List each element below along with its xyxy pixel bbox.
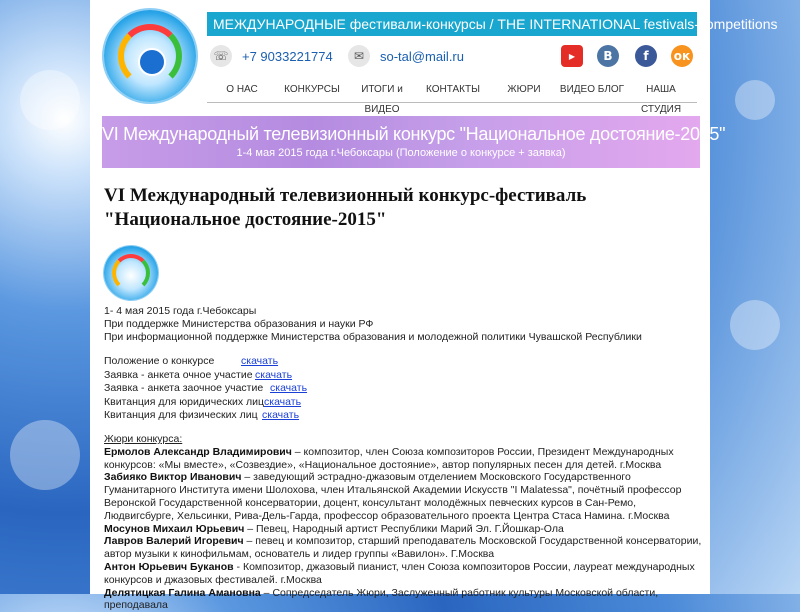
jury-heading: Жюри конкурса: — [104, 433, 183, 445]
jury-name: Мосунов Михаил Юрьевич — [104, 522, 245, 535]
mail-icon: ✉ — [348, 45, 370, 67]
doc-label: Заявка - анкета заочное участие — [104, 382, 264, 394]
nav-item-jury[interactable]: ЖЮРИ — [507, 84, 541, 95]
download-link[interactable]: скачать — [241, 355, 279, 367]
download-link[interactable]: скачать — [262, 409, 300, 421]
list-item — [104, 355, 307, 369]
bokeh-light — [10, 420, 80, 490]
youtube-icon[interactable]: ▶ — [561, 45, 583, 67]
phone-contact — [210, 45, 333, 67]
jury-desc: – Певец, Народный артист Республики Марий Эл. Г.Йошкар-Ола — [244, 522, 564, 535]
jury-member — [104, 561, 702, 587]
jury-member — [104, 587, 702, 612]
contest-banner[interactable] — [102, 116, 726, 168]
jury-desc: – певец и композитор, старший преподаватель Московской Государственной консерватории, автор музыки к кинофильмам, основатель и лидер группы «Вавилон». Г.Москва — [104, 535, 702, 561]
nav-item-results-video[interactable]: ИТОГИ и ВИДЕО — [361, 84, 403, 115]
nav-item-video-blog[interactable]: ВИДЕО БЛОГ — [559, 84, 625, 95]
banner-subtitle: 1-4 мая 2015 года г.Чебоксары (Положение о конкурсе + заявка) — [236, 147, 566, 159]
jury-desc: – композитор, член Союза композиторов России, Президент Международных конкурсов: «Мы вместе», «Созвездие», «Национальное достояние», автор популярных песен для детей. г.Москва — [104, 445, 674, 471]
jury-desc: – заведующий эстрадно-джазовым отделением Московского Государственного Гуманитарного Института имени Шолохова, член Итальянской Академии Искусств "I Malatessa", почётный профессор Веронской Государственной консерватории, доцент, консультант молодёжных певческих курсов в Сан-Ремо, Людвигсбурге, Хельсинки, Рива-Дель-Гарда, профессор образовательного проекта Центра Стаса Намина. г.Москва — [104, 471, 682, 522]
nav-item-our-studio[interactable]: НАША СТУДИЯ — [640, 84, 682, 115]
vk-icon[interactable]: B — [597, 45, 619, 67]
documents-list — [104, 355, 307, 423]
phone-number: +7 9033221774 — [242, 48, 333, 64]
list-item — [104, 409, 307, 423]
doc-label: Заявка - анкета очное участие — [104, 368, 253, 381]
jury-member — [104, 523, 702, 536]
doc-label: Квитанция для физических лиц — [104, 409, 258, 421]
doc-label: Положение о конкурсе — [104, 355, 215, 367]
jury-name: Лавров Валерий Игоревич — [104, 535, 244, 548]
jury-member — [104, 446, 702, 472]
jury-name: Делятицкая Галина Амановна — [104, 586, 261, 599]
jury-desc: - Композитор, джазовый пианист, член Союза композиторов России, лауреат международных конкурсов и джазовых фестивалей. г.Москва — [104, 560, 695, 586]
download-link[interactable]: скачать — [264, 395, 302, 408]
site-title-bar: МЕЖДУНАРОДНЫЕ фестивали-конкурсы / THE INTERNATIONAL festivals-competitions — [207, 12, 697, 36]
phone-icon: ☏ — [210, 45, 232, 67]
odnoklassniki-icon[interactable]: ок — [671, 45, 693, 67]
facebook-icon[interactable]: f — [635, 45, 657, 67]
doc-label: Квитанция для юридических лиц — [104, 395, 264, 408]
intro-support: При поддержке Министерства образования и науки РФ — [104, 318, 374, 330]
jury-member — [104, 535, 702, 561]
bokeh-light — [735, 80, 775, 120]
email-address[interactable]: so-tal@mail.ru — [380, 48, 464, 64]
jury-name: Забияко Виктор Иванович — [104, 471, 242, 484]
bokeh-light — [20, 70, 80, 130]
download-link[interactable]: скачать — [270, 382, 308, 394]
nav-item-contacts[interactable]: КОНТАКТЫ — [426, 84, 480, 95]
jury-name: Антон Юрьевич Буканов — [104, 560, 234, 573]
intro-date: 1- 4 мая 2015 года г.Чебоксары — [104, 305, 257, 317]
list-item — [104, 382, 307, 396]
page — [90, 0, 778, 612]
globe-icon — [138, 48, 166, 76]
download-link[interactable]: скачать — [255, 368, 293, 381]
nav-item-contests[interactable]: КОНКУРСЫ — [284, 84, 340, 95]
rainbow-arc-icon — [112, 254, 150, 292]
jury-name: Ермолов Александр Владимирович — [104, 445, 292, 458]
nav-item-about[interactable]: О НАС — [226, 84, 258, 95]
site-logo[interactable] — [104, 10, 196, 102]
bokeh-light — [730, 300, 780, 350]
email-contact[interactable] — [348, 45, 464, 67]
list-item — [104, 396, 307, 410]
page-title: VI Международный телевизионный конкурс-фестиваль "Национальное достояние-2015" — [104, 185, 587, 230]
main-nav — [207, 80, 697, 115]
intro-info-support: При информационной поддержке Министерства образования и молодежной политики Чувашской Республики — [104, 331, 642, 343]
list-item — [104, 369, 307, 383]
article-logo — [104, 246, 158, 300]
jury-desc: – Сопредседатель Жюри, Заслуженный работник культуры Московской области, преподавала — [104, 586, 659, 612]
jury-section — [104, 433, 702, 612]
jury-member — [104, 471, 702, 522]
banner-title: VI Международный телевизионный конкурс "Национальное достояние-2015" — [102, 124, 726, 144]
